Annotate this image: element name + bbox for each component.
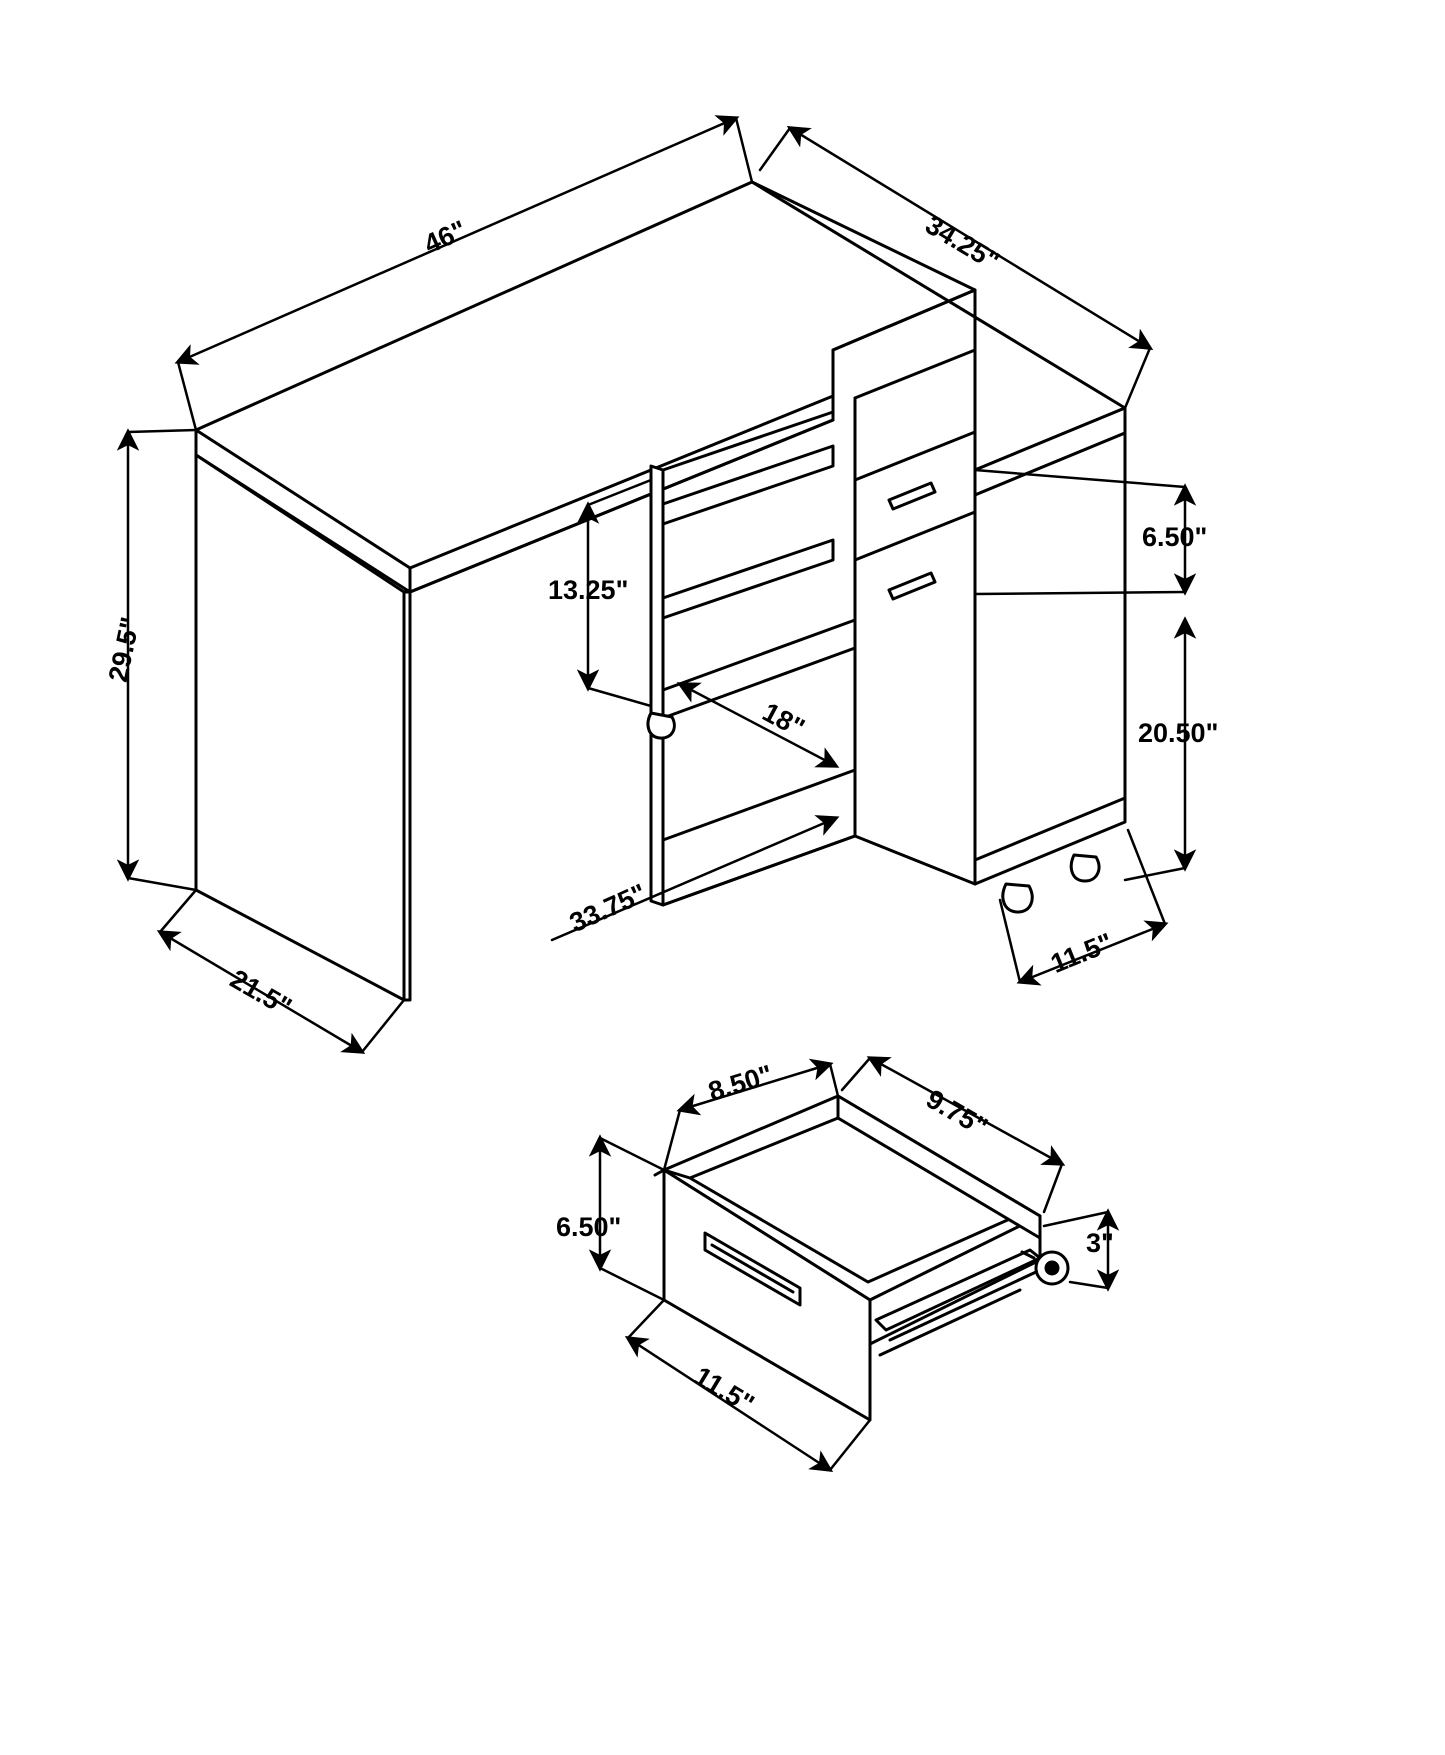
dim-label-20-50: 20.50" (1138, 718, 1219, 748)
dim-label-46: 46" (419, 214, 471, 260)
dim-label-29-5: 29.5" (102, 614, 146, 685)
dim-label-9-75: 9.75" (921, 1083, 993, 1143)
desk-geometry (196, 182, 1125, 1000)
dim-label-6-50-cabinet: 6.50" (1142, 522, 1208, 552)
dim-label-8-50: 8.50" (704, 1059, 777, 1107)
dim-label-11-5-drawer: 11.5" (689, 1360, 760, 1420)
dim-label-21-5: 21.5" (225, 963, 297, 1023)
dim-label-13-25: 13.25" (548, 575, 629, 605)
dim-label-33-75: 33.75" (565, 877, 651, 939)
dim-label-6-50-drawer: 6.50" (556, 1212, 622, 1242)
dim-label-34-25: 34.25" (920, 209, 1005, 277)
dim-label-3: 3" (1086, 1228, 1114, 1258)
dim-label-11-5-cabinet: 11.5" (1046, 927, 1117, 979)
dim-label-18: 18" (757, 696, 810, 744)
